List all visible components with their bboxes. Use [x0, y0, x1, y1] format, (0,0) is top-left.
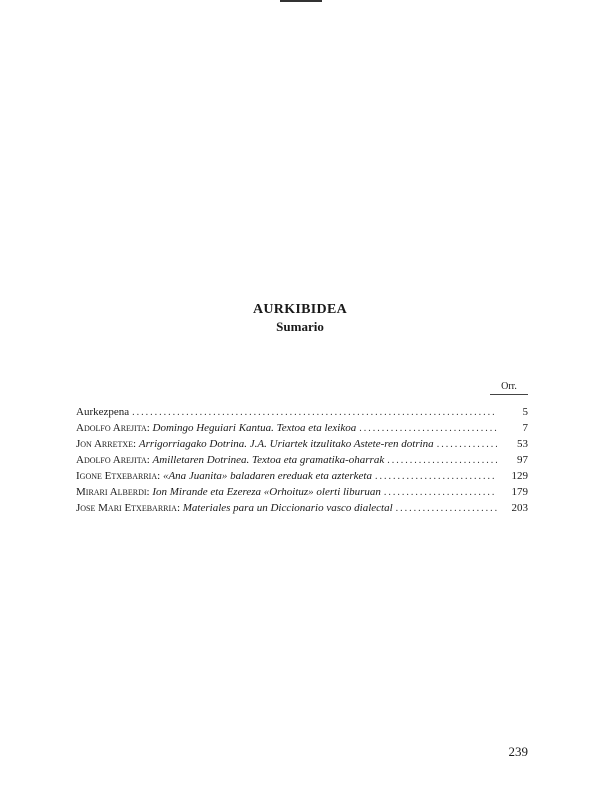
toc-entry-title: «Ana Juanita» baladaren ereduak eta azterketa	[162, 470, 372, 482]
toc-entry-page: 5	[522, 406, 528, 418]
toc-entry-text	[76, 484, 381, 500]
top-edge-mark	[280, 0, 322, 2]
toc-entry	[76, 468, 528, 484]
toc-entry	[76, 452, 528, 468]
toc-entry-page: 129	[511, 470, 528, 482]
toc-entry-author: Adolfo Arejita:	[76, 454, 150, 466]
toc-entry-text	[76, 452, 384, 468]
toc-entry-title: Arrigorriagako Dotrina. J.A. Uriartek itzulitako Astete-ren dotrina	[138, 438, 434, 450]
toc-entry-page: 53	[517, 438, 528, 450]
toc-title: AURKIBIDEA	[252, 302, 347, 317]
toc-entry-page: 203	[511, 502, 528, 514]
toc-entry-page: 179	[511, 486, 528, 498]
page-number: 239	[508, 744, 528, 759]
toc-entry-author: Mirari Alberdi:	[76, 486, 150, 498]
toc-entry-title: Domingo Heguiari Kantua. Textoa eta lexikoa	[152, 422, 357, 434]
toc-entry	[76, 500, 528, 516]
page-column-label: Orr.	[490, 381, 528, 395]
dot-leader	[375, 469, 497, 485]
dot-leader	[359, 421, 497, 437]
table-of-contents	[76, 404, 528, 516]
dot-leader	[132, 405, 497, 421]
dot-leader	[437, 437, 497, 453]
toc-entry-author: Jose Mari Etxebarria:	[76, 502, 181, 514]
dot-leader	[396, 501, 497, 517]
toc-entry-title: Ion Mirande eta Ezereza «Orhoituz» olerti liburuan	[152, 486, 381, 498]
dot-leader	[384, 485, 497, 501]
toc-entry-text	[76, 436, 434, 452]
toc-entry-author: Igone Etxebarria:	[76, 470, 161, 482]
toc-entry-text	[76, 500, 393, 516]
toc-entry	[76, 484, 528, 500]
toc-entry-author: Adolfo Arejita:	[76, 422, 150, 434]
toc-subtitle: Sumario	[276, 319, 324, 334]
toc-entry-title: Amilletaren Dotrinea. Textoa eta gramatika-oharrak	[152, 454, 385, 466]
toc-entry-author: Jon Arretxe:	[76, 438, 137, 450]
toc-entry-page: 7	[522, 422, 528, 434]
toc-entry-title: Materiales para un Diccionario vasco dialectal	[182, 502, 393, 514]
toc-entry	[76, 436, 528, 452]
toc-entry	[76, 404, 528, 420]
dot-leader	[387, 453, 497, 469]
toc-entry-text	[76, 420, 356, 436]
toc-entry-page: 97	[517, 454, 528, 466]
toc-heading	[0, 301, 600, 335]
toc-entry	[76, 420, 528, 436]
toc-entry-title: Aurkezpena	[76, 406, 130, 418]
toc-entry-text	[76, 468, 372, 484]
toc-entry-text	[76, 404, 129, 420]
